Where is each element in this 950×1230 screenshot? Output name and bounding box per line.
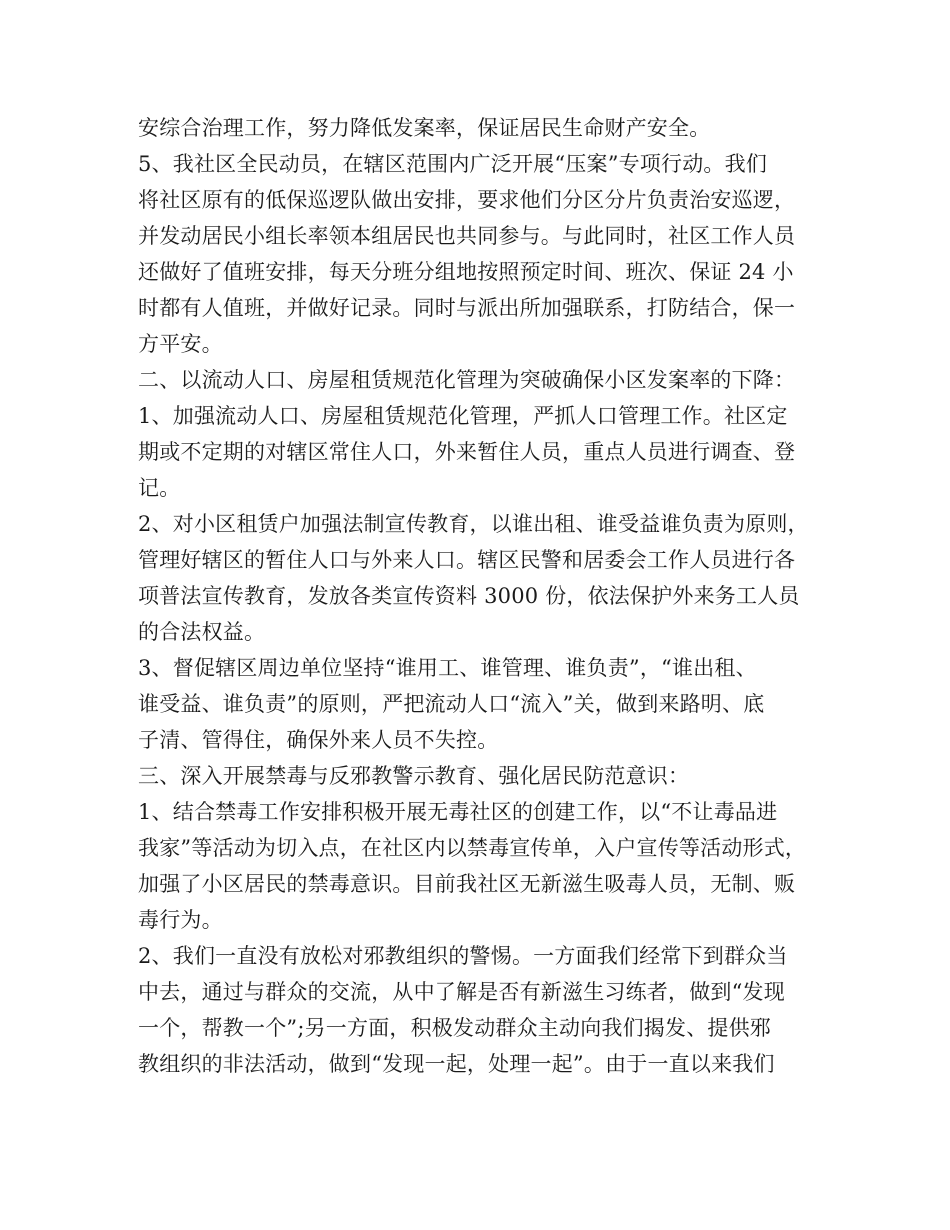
- text-line: 时都有人值班，并做好记录。同时与派出所加强联系，打防结合，保一: [138, 296, 796, 320]
- text-line: 项普法宣传教育，发放各类宣传资料 3000 份，依法保护外来务工人员: [138, 584, 800, 608]
- text-line: 加强了小区居民的禁毒意识。目前我社区无新滋生吸毒人员，无制、贩: [138, 872, 796, 896]
- document-body: [138, 110, 828, 1082]
- text-line: 安综合治理工作，努力降低发案率，保证居民生命财产安全。: [138, 116, 711, 140]
- text-line: 2、对小区租赁户加强法制宣传教育，以谁出租、谁受益谁负责为原则，: [138, 512, 809, 536]
- text-line: 三、深入开展禁毒与反邪教警示教育、强化居民防范意识：: [138, 764, 690, 788]
- text-line: 记。: [138, 476, 181, 500]
- text-line: 方平安。: [138, 332, 223, 356]
- text-line: 3、督促辖区周边单位坚持“谁用工、谁管理、谁负责”，“谁出租、: [138, 656, 757, 680]
- text-line: 并发动居民小组长率领本组居民也共同参与。与此同时，社区工作人员: [138, 224, 796, 248]
- text-line: 毒行为。: [138, 908, 223, 932]
- text-line: 5、我社区全民动员，在辖区范围内广泛开展“压案”专项行动。我们: [138, 152, 768, 176]
- text-line: 将社区原有的低保巡逻队做出安排，要求他们分区分片负责治安巡逻，: [138, 188, 796, 212]
- text-line: 期或不定期的对辖区常住人口，外来暂住人员，重点人员进行调查、登: [138, 440, 796, 464]
- text-line: 一个，帮教一个”;另一方面，积极发动群众主动向我们揭发、提供邪: [138, 1016, 772, 1040]
- text-line: 1、结合禁毒工作安排积极开展无毒社区的创建工作，以“不让毒品进: [138, 800, 778, 824]
- text-line: 谁受益、谁负责”的原则，严把流动人口“流入”关，做到来路明、底: [138, 692, 765, 716]
- text-line: 2、我们一直没有放松对邪教组织的警惕。一方面我们经常下到群众当: [138, 944, 788, 968]
- text-line: 管理好辖区的暂住人口与外来人口。辖区民警和居委会工作人员进行各: [138, 548, 796, 572]
- text-line: 我家”等活动为切入点，在社区内以禁毒宣传单，入户宣传等活动形式，: [138, 836, 807, 860]
- text-line: 二、以流动人口、房屋租赁规范化管理为突破确保小区发案率的下降：: [138, 368, 796, 392]
- text-line: 1、加强流动人口、房屋租赁规范化管理，严抓人口管理工作。社区定: [138, 404, 788, 428]
- text-line: 的合法权益。: [138, 620, 266, 644]
- text-line: 教组织的非法活动，做到“发现一起，处理一起”。由于一直以来我们: [138, 1052, 775, 1076]
- text-line: 还做好了值班安排，每天分班分组地按照预定时间、班次、保证 24 小: [138, 260, 794, 284]
- text-line: 中去，通过与群众的交流，从中了解是否有新滋生习练者，做到“发现: [138, 980, 785, 1004]
- text-line: 子清、管得住，确保外来人员不失控。: [138, 728, 499, 752]
